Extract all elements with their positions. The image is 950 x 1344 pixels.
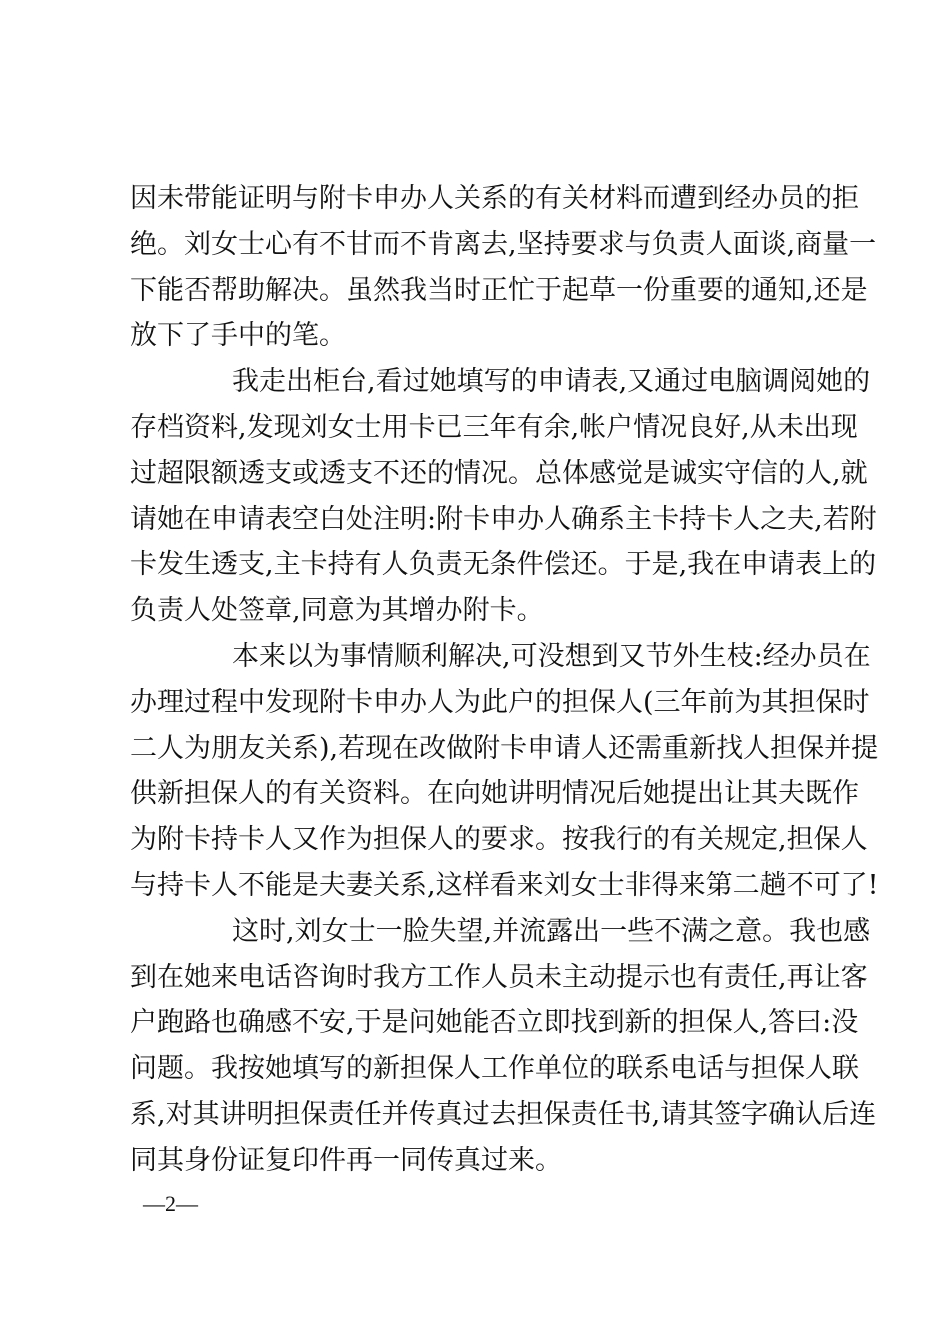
paragraph: [130, 634, 879, 909]
text-line: 卡发生透支,主卡持有人负责无条件偿还。于是,我在申请表上的: [130, 549, 877, 581]
text-line: 系,对其讲明担保责任并传真过去担保责任书,请其签字确认后连: [130, 1098, 877, 1130]
paragraph: [130, 909, 877, 1184]
text-line: 请她在申请表空白处注明:附卡申办人确系主卡持卡人之夫,若附: [130, 503, 877, 535]
text-line: 供新担保人的有关资料。在向她讲明情况后她提出让其夫既作: [130, 778, 859, 810]
text-line: 这时,刘女士一脸失望,并流露出一些不满之意。我也感: [232, 915, 871, 947]
text-line: 问题。我按她填写的新担保人工作单位的联系电话与担保人联: [130, 1053, 859, 1085]
paragraph: [130, 176, 877, 359]
text-line: 办理过程中发现附卡申办人为此户的担保人(三年前为其担保时: [130, 686, 870, 718]
text-line: 因未带能证明与附卡申办人关系的有关材料而遭到经办员的拒: [130, 183, 859, 214]
text-line: 到在她来电话咨询时我方工作人员未主动提示也有责任,再让客: [130, 961, 868, 993]
text-line: 存档资料,发现刘女士用卡已三年有余,帐户情况良好,从未出现: [130, 411, 858, 443]
text-line: 绝。刘女士心有不甘而不肯离去,坚持要求与负责人面谈,商量一: [130, 228, 877, 260]
text-line: 下能否帮助解决。虽然我当时正忙于起草一份重要的通知,还是: [130, 274, 868, 306]
text-line: 为附卡持卡人又作为担保人的要求。按我行的有关规定,担保人: [130, 824, 868, 856]
text-line: 本来以为事情顺利解决,可没想到又节外生枝:经办员在: [232, 640, 871, 672]
text-line: 与持卡人不能是夫妻关系,这样看来刘女士非得来第二趟不可了!: [130, 869, 879, 901]
text-line: 同其身份证复印件再一同传真过来。: [130, 1144, 562, 1176]
text-line: 二人为朋友关系),若现在改做附卡申请人还需重新找人担保并提: [130, 732, 879, 764]
text-line: 放下了手中的笔。: [130, 320, 346, 352]
paragraph: [130, 359, 877, 634]
page-number: —2—: [143, 1191, 198, 1216]
text-line: 负责人处签章,同意为其增办附卡。: [130, 595, 544, 627]
text-line: 户跑路也确感不安,于是问她能否立即找到新的担保人,答曰:没: [130, 1007, 859, 1039]
text-line: 我走出柜台,看过她填写的申请表,又通过电脑调阅她的: [232, 366, 871, 398]
text-line: 过超限额透支或透支不还的情况。总体感觉是诚实守信的人,就: [130, 457, 868, 489]
document-body: [130, 176, 879, 1184]
